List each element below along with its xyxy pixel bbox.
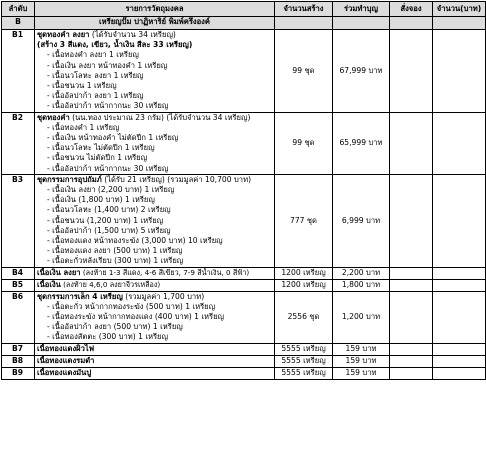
row-amount-cell[interactable] [433,174,486,267]
table-row [2,112,486,174]
list-item: - เนื้อทองแดง ลงยา (500 บาท) 1 เหรียญ [47,246,183,256]
row-donation: 6,999 บาท [333,174,390,267]
row-reserve-cell[interactable] [390,30,433,113]
table-row [2,291,486,343]
list-item: - เนื้ออัลปาก้า หน้ากากนะ 30 เหรียญ [47,101,169,111]
header-donation: ร่วมทำบุญ [333,2,390,17]
list-item: - เนื้อชนวน ไม่ตัดปีก 1 เหรียญ [47,153,148,163]
row-amount-cell[interactable] [433,291,486,343]
row-quantity: 2556 ชุด [275,291,333,343]
row-donation: 1,800 บาท [333,279,390,291]
list-item: - เนื้อทองแดง หน้าทองระฆัง (3,000 บาท) 10 เหรียญ [47,236,223,246]
row-description [35,279,275,291]
row-donation: 2,200 บาท [333,267,390,279]
list-item: - เนื้อทองระฆัง หน้ากากทองแดง (400 บาท) 1 เหรียญ [47,312,225,322]
row-donation: 67,999 บาท [333,30,390,113]
list-item: - เนื้ออัลปาก้า ลงยา (500 บาท) 1 เหรียญ [47,322,183,332]
list-item: - เนื้ออัลปาก้า หน้ากากนะ 30 เหรียญ [47,163,169,173]
table-row [2,343,486,355]
row-quantity: 5555 เหรียญ [275,343,333,355]
list-item: - เนื้อทองสัตตะ (300 บาท) 1 เหรียญ [47,332,168,342]
row-quantity: 99 ชุด [275,112,333,174]
row-title-note: (นน.ทอง ประมาณ 23 กรัม) (ได้รับจำนวน 34 เหรียญ) [69,112,251,122]
row-donation: 159 บาท [333,367,390,379]
list-item: - เนื้อชนวน 1 เหรียญ [47,81,117,91]
row-code: B9 [2,367,35,379]
row-donation: 159 บาท [333,355,390,367]
row-description [35,291,275,343]
section-code: B [2,17,35,30]
row-amount-cell[interactable] [433,343,486,355]
row-quantity: 1200 เหรียญ [275,267,333,279]
row-description [35,112,275,174]
row-title-note: (ลงท้าย 1-3 สีแดง, 4-6 สีเขียว, 7-9 สีน้ำเงิน, 0 สีฟ้า) [80,267,250,277]
list-item: - เนื้ออัลปาก้า (1,500 บาท) 5 เหรียญ [47,225,171,235]
row-quantity: 5555 เหรียญ [275,355,333,367]
row-donation: 1,200 บาท [333,291,390,343]
list-item: - เนื้อเงิน ลงยา (2,200 บาท) 1 เหรียญ [47,185,175,195]
row-description [35,174,275,267]
table-row [2,30,486,113]
row-title: เนื้อเงิน [37,279,61,289]
row-title: เนื้อทองแดงมันปู [35,367,275,379]
list-item: - เนื้อนวโลหะ ไม่ตัดปีก 1 เหรียญ [47,143,155,153]
row-title-note: (ได้รับ 21 เหรียญ) (รวมมูลค่า 10,700 บาท) [101,174,252,184]
table-row [2,267,486,279]
header-order: ลำดับ [2,2,35,17]
list-item: - เนื้อเงิน (1,800 บาท) 1 เหรียญ [47,195,155,205]
row-code: B5 [2,279,35,291]
row-code: B3 [2,174,35,267]
row-title: เนื้อทองแดงผิวไฟ [35,343,275,355]
row-title-note: (ลงท้าย 4,6,0 ลงยาจีวรเหลือง) [60,279,161,289]
price-list-table [1,1,486,380]
header-reserve: สั่งจอง [390,2,433,17]
row-title-note: (รวมมูลค่า 1,700 บาท) [122,291,205,301]
row-reserve-cell[interactable] [390,174,433,267]
row-title: เนื้อเงิน ลงยา [37,267,81,277]
row-title-note: (ได้รับจำนวน 34 เหรียญ) [89,30,176,39]
header-row [2,2,486,17]
section-title: เหรียญปั๊ม ปาฏิหาริย์ พิมพ์ครึ่งองค์ [35,17,275,30]
row-quantity: 777 ชุด [275,174,333,267]
list-item: - เนื้อทองคำ 1 เหรียญ [47,122,120,132]
row-title: ชุดกรรมการอุปถัมภ์ [37,174,102,184]
list-item: - เนื้อเงิน หน้าทองคำ ไม่ตัดปีก 1 เหรียญ [47,133,179,143]
list-item: - เนื้อชนวน (1,200 บาท) 1 เหรียญ [47,215,164,225]
row-code: B2 [2,112,35,174]
row-donation: 65,999 บาท [333,112,390,174]
table-row [2,279,486,291]
section-title-row [2,17,486,30]
row-code: B7 [2,343,35,355]
row-reserve-cell[interactable] [390,291,433,343]
row-code: B1 [2,30,35,113]
row-code: B4 [2,267,35,279]
row-reserve-cell[interactable] [390,267,433,279]
list-item: - เนื้อเงิน ลงยา หน้าทองคำ 1 เหรียญ [47,60,168,70]
list-item: - เนื้อตะกั่วหลังเรียบ (300 บาท) 1 เหรียญ [47,256,184,266]
list-item: - เนื้อทองคำ ลงยา 1 เหรียญ [47,50,139,60]
row-description [35,30,275,113]
row-title: ชุดทองคำ [37,112,70,122]
header-amount: จำนวน(บาท) [433,2,486,17]
row-reserve-cell[interactable] [390,343,433,355]
header-quantity: จำนวนสร้าง [275,2,333,17]
row-quantity: 1200 เหรียญ [275,279,333,291]
list-item: - เนื้อนวโลหะ (1,400 บาท) 2 เหรียญ [47,205,171,215]
row-code: B8 [2,355,35,367]
table-row [2,367,486,379]
row-amount-cell[interactable] [433,267,486,279]
row-code: B6 [2,291,35,343]
table-row [2,355,486,367]
row-quantity: 99 ชุด [275,30,333,113]
list-item: - เนื้อตะกั่ว หน้ากากทองระฆัง (500 บาท) 1 เหรียญ [47,301,216,311]
row-amount-cell[interactable] [433,279,486,291]
row-amount-cell[interactable] [433,367,486,379]
header-items: รายการวัตถุมงคล [35,2,275,17]
list-item: - เนื้อนวโลหะ ลงยา 1 เหรียญ [47,70,144,80]
list-item: - เนื้ออัลปาก้า ลงยา 1 เหรียญ [47,91,144,101]
row-title: ชุดทองคำ ลงยา [37,30,90,39]
row-reserve-cell[interactable] [390,355,433,367]
row-reserve-cell[interactable] [390,367,433,379]
row-reserve-cell[interactable] [390,112,433,174]
row-title: ชุดกรรมการเล็ก 4 เหรียญ [37,291,123,301]
row-quantity: 5555 เหรียญ [275,367,333,379]
row-subtitle: (สร้าง 3 สีแดง, เขียว, น้ำเงิน สีละ 33 เหรียญ) [37,40,193,50]
row-donation: 159 บาท [333,343,390,355]
row-description [35,267,275,279]
row-amount-cell[interactable] [433,112,486,174]
table-row [2,174,486,267]
row-title: เนื้อทองแดงรมดำ [35,355,275,367]
row-amount-cell[interactable] [433,30,486,113]
row-reserve-cell[interactable] [390,279,433,291]
row-amount-cell[interactable] [433,355,486,367]
